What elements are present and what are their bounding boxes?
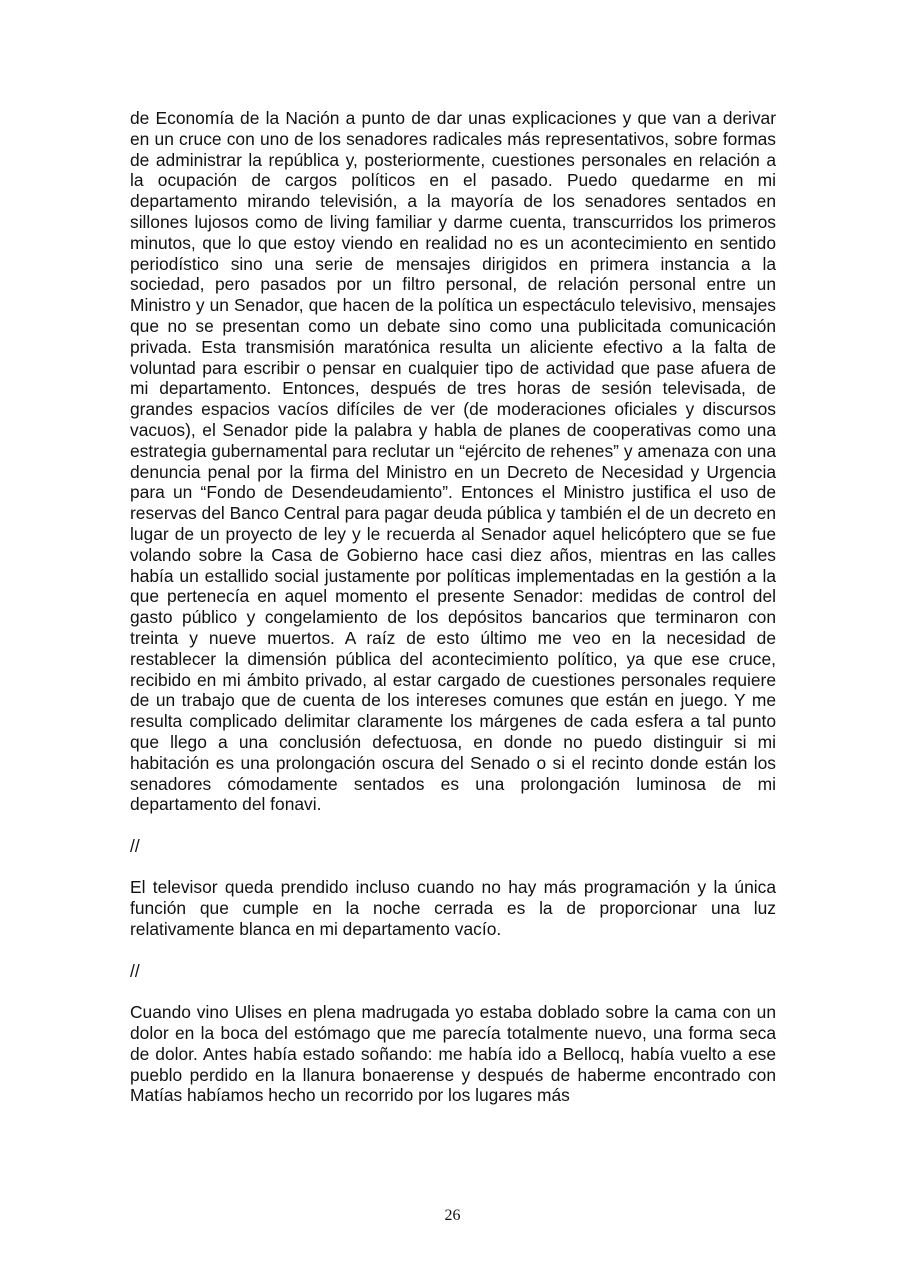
section-separator: //: [130, 835, 140, 856]
paragraph: Cuando vino Ulises en plena madrugada yo estaba doblado sobre la cama con un dolor en la boca del estómago que me parecía totalmente nuevo, una forma seca de dolor. Antes había estado soñando: me había ido a Bellocq, había vuelto a ese pueblo perdido en la llanura bonaerense y después de haberme encontrado con Matías habíamos hecho un recorrido por los lugares más: [130, 1002, 776, 1106]
paragraph: de Economía de la Nación a punto de dar unas explicaciones y que van a derivar en un cruce con uno de los senadores radicales más representativos, sobre formas de administrar la república y, posteriormente, cuestiones personales en relación a la ocupación de cargos políticos en el pasado. Puedo quedarme en mi departamento mirando televisión, a la mayoría de los senadores sentados en sillones lujosos como de living familiar y darme cuenta, transcurridos los primeros minutos, que lo que estoy viendo en realidad no es un acontecimiento en sentido periodístico sino una serie de mensajes dirigidos en primera instancia a la sociedad, pero pasados por un filtro personal, de relación personal entre un Ministro y un Senador, que hacen de la política un espectáculo televisivo, mensajes que no se presentan como un debate sino como una publicitada comunicación privada. Esta transmisión maratónica resulta un aliciente efectivo a la falta de voluntad para escribir o pensar en cualquier tipo de actividad que pase afuera de mi departamento. Entonces, después de tres horas de sesión televisada, de grandes espacios vacíos difíciles de ver (de moderaciones oficiales y discursos vacuos), el Senador pide la palabra y habla de planes de cooperativas como una estrategia gubernamental para reclutar un “ejército de rehenes” y amenaza con una denuncia penal por la firma del Ministro en un Decreto de Necesidad y Urgencia para un “Fondo de Desendeudamiento”. Entonces el Ministro justifica el uso de reservas del Banco Central para pagar deuda pública y también el de un decreto en lugar de un proyecto de ley y le recuerda al Senador aquel helicóptero que se fue volando sobre la Casa de Gobierno hace casi diez años, mientras en las calles había un estallido social justamente por políticas implementadas en la gestión a la que pertenecía en aquel momento el presente Senador: medidas de control del gasto público y congelamiento de los depósitos bancarios que terminaron con treinta y nueve muertos. A raíz de esto último me veo en la necesidad de restablecer la dimensión pública del acontecimiento político, ya que ese cruce, recibido en mi ámbito privado, al estar cargado de cuestiones personales requiere de un trabajo que de cuenta de los intereses comunes que están en juego. Y me resulta complicado delimitar claramente los márgenes de cada esfera a tal punto que llego a una conclusión defectuosa, en donde no puedo distinguir si mi habitación es una prolongación oscura del Senado o si el recinto donde están los senadores cómodamente sentados es una prolongación luminosa de mi departamento del fonavi.: [130, 108, 776, 815]
page-number: 26: [444, 1207, 461, 1224]
paragraph: El televisor queda prendido incluso cuando no hay más programación y la única función que cumple en la noche cerrada es la de proporcionar una luz relativamente blanca en mi departamento vacío.: [130, 877, 776, 940]
document-body: [130, 108, 776, 1127]
section-separator: //: [130, 960, 140, 981]
